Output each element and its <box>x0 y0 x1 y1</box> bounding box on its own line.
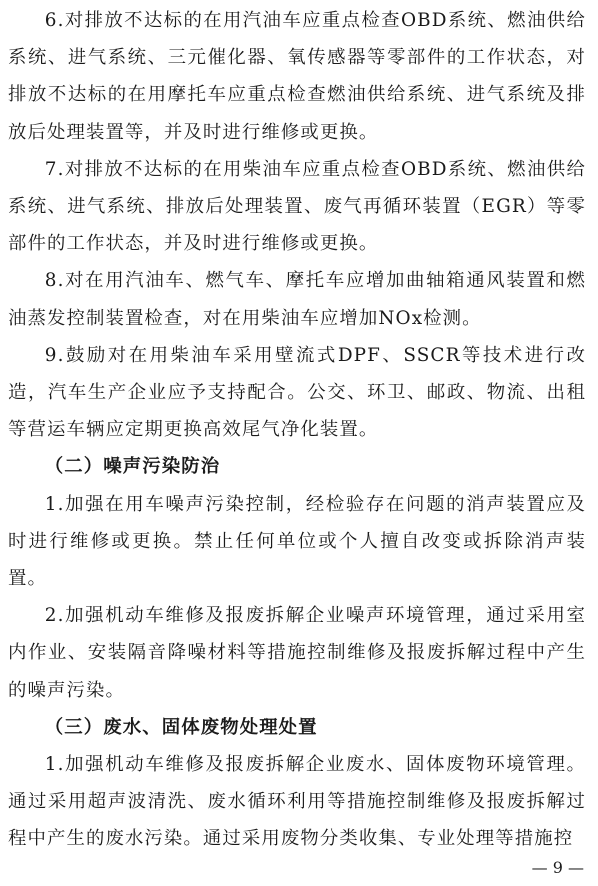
paragraph-item-8: 8.对在用汽油车、燃气车、摩托车应增加曲轴箱通风装置和燃油蒸发控制装置检查，对在用柴油车应增加NOx检测。 <box>8 270 586 329</box>
section-heading-noise: （二）噪声污染防治 <box>44 456 221 478</box>
document-body <box>8 0 586 858</box>
paragraph-item-6: 6.对排放不达标的在用汽油车应重点检查OBD系统、燃油供给系统、进气系统、三元催化器、氧传感器等零部件的工作状态，对排放不达标的在用摩托车应重点检查燃油供给系统、进气系统及排放后处理装置等，并及时进行维修或更换。 <box>8 10 586 143</box>
page-number: — 9 — <box>531 858 584 877</box>
paragraph-noise-1: 1.加强在用车噪声污染控制，经检验存在问题的消声装置应及时进行维修或更换。禁止任何单位或个人擅自改变或拆除消声装置。 <box>8 493 586 590</box>
paragraph-waste-1: 1.加强机动车维修及报废拆解企业废水、固体废物环境管理。通过采用超声波清洗、废水循环利用等措施控制维修及报废拆解过程中产生的废水污染。通过采用废物分类收集、专业处理等措施控 <box>8 754 586 850</box>
paragraph-noise-2: 2.加强机动车维修及报废拆解企业噪声环境管理，通过采用室内作业、安装隔音降噪材料等措施控制维修及报废拆解过程中产生的噪声污染。 <box>8 605 586 701</box>
paragraph-item-9: 9.鼓励对在用柴油车采用壁流式DPF、SSCR等技术进行改造，汽车生产企业应予支持配合。公交、环卫、邮政、物流、出租等营运车辆应定期更换高效尾气净化装置。 <box>8 344 586 441</box>
section-heading-waste: （三）废水、固体废物处理处置 <box>44 716 318 738</box>
paragraph-item-7: 7.对排放不达标的在用柴油车应重点检查OBD系统、燃油供给系统、进气系统、排放后处理装置、废气再循环装置（EGR）等零部件的工作状态，并及时进行维修或更换。 <box>8 158 586 255</box>
